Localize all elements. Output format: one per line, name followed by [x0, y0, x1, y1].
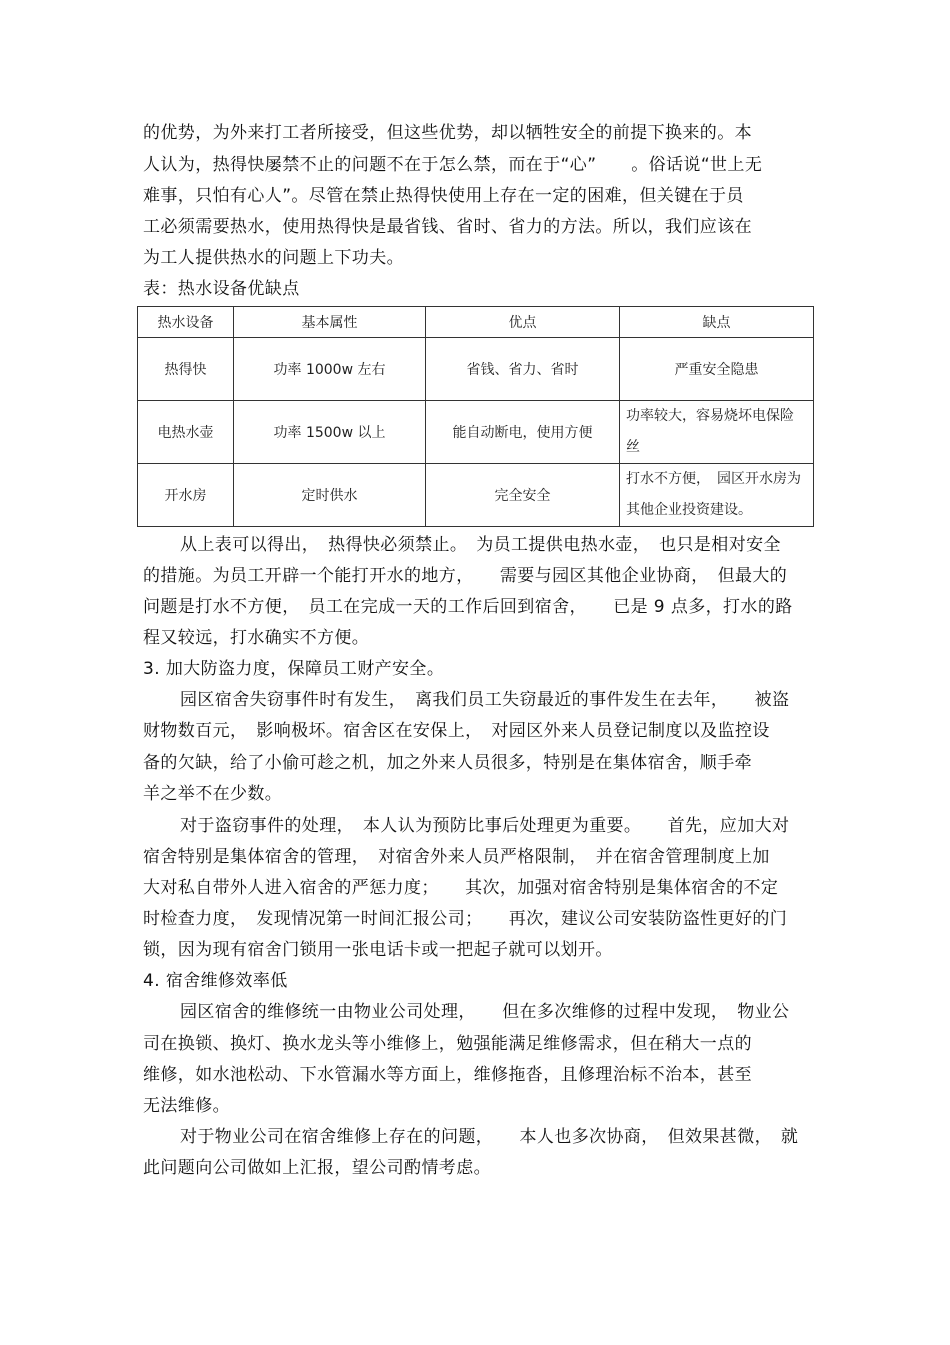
table-cell: 打水不方便， 园区开水房为其他企业投资建设。	[620, 464, 814, 527]
table-header-cell: 基本属性	[234, 307, 426, 338]
paragraph-line: 为工人提供热水的问题上下功夫。	[143, 248, 404, 268]
paragraph-line: 工必须需要热水，使用热得快是最省钱、省时、省力的方法。所以，我们应该在	[143, 217, 752, 237]
section-heading: 4. 宿舍维修效率低	[143, 971, 288, 991]
table-header-cell: 缺点	[620, 307, 814, 338]
paragraph-line: 园区宿舍的维修统一由物业公司处理， 但在多次维修的过程中发现， 物业公	[180, 1002, 790, 1022]
table-cell: 功率 1500w 以上	[234, 401, 426, 464]
paragraph-line: 园区宿舍失窃事件时有发生， 离我们员工失窃最近的事件发生在去年， 被盗	[180, 690, 790, 710]
paragraph-line: 羊之举不在少数。	[143, 784, 283, 804]
table-cell: 热得快	[138, 338, 234, 401]
paragraph-line: 无法维修。	[143, 1096, 230, 1116]
paragraph-line: 人认为，热得快屡禁不止的问题不在于怎么禁，而在于“心” 。俗话说“世上无	[143, 155, 763, 175]
table-cell: 完全安全	[426, 464, 620, 527]
table-header-cell: 优点	[426, 307, 620, 338]
paragraph-line: 大对私自带外人进入宿舍的严惩力度； 其次，加强对宿舍特别是集体宿舍的不定	[143, 878, 779, 898]
paragraph-line: 对于盗窃事件的处理， 本人认为预防比事后处理更为重要。 首先，应加大对	[180, 816, 790, 836]
paragraph-line: 此问题向公司做如上汇报，望公司酌情考虑。	[143, 1158, 491, 1178]
paragraph-line: 难事，只怕有心人”。尽管在禁止热得快使用上存在一定的困难，但关键在于员	[143, 186, 744, 206]
paragraph-line: 宿舍特别是集体宿舍的管理， 对宿舍外来人员严格限制， 并在宿舍管理制度上加	[143, 847, 770, 867]
table-cell: 严重安全隐患	[620, 338, 814, 401]
table-cell: 功率 1000w 左右	[234, 338, 426, 401]
table-cell: 功率较大，容易烧坏电保险丝	[620, 401, 814, 464]
paragraph-line: 维修，如水池松动、下水管漏水等方面上，维修拖沓，且修理治标不治本，甚至	[143, 1065, 752, 1085]
table-cell: 能自动断电，使用方便	[426, 401, 620, 464]
table-row	[138, 464, 814, 527]
table-header-cell: 热水设备	[138, 307, 234, 338]
paragraph-line: 的优势，为外来打工者所接受，但这些优势，却以牺牲安全的前提下换来的。本	[143, 123, 752, 143]
paragraph-line: 时检查力度， 发现情况第一时间汇报公司； 再次，建议公司安装防盗性更好的门	[143, 909, 788, 929]
paragraph-line: 财物数百元， 影响极坏。宿舍区在安保上， 对园区外来人员登记制度以及监控设	[143, 721, 770, 741]
paragraph-line: 程又较远，打水确实不方便。	[143, 628, 370, 648]
table-row	[138, 338, 814, 401]
section-heading: 3. 加大防盗力度，保障员工财产安全。	[143, 659, 445, 679]
table-cell: 电热水壶	[138, 401, 234, 464]
table-row	[138, 401, 814, 464]
table-cell: 定时供水	[234, 464, 426, 527]
paragraph-line: 锁，因为现有宿舍门锁用一张电话卡或一把起子就可以划开。	[143, 940, 613, 960]
table-caption: 表：热水设备优缺点	[143, 279, 300, 299]
table-cell: 开水房	[138, 464, 234, 527]
paragraph-line: 从上表可以得出， 热得快必须禁止。 为员工提供电热水壶， 也只是相对安全	[180, 535, 781, 555]
hot-water-equipment-table	[137, 306, 814, 527]
paragraph-line: 备的欠缺，给了小偷可趁之机，加之外来人员很多，特别是在集体宿舍，顺手牵	[143, 753, 752, 773]
table-cell: 省钱、省力、省时	[426, 338, 620, 401]
paragraph-line: 问题是打水不方便， 员工在完成一天的工作后回到宿舍， 已是 9 点多，打水的路	[143, 597, 793, 617]
table-header-row	[138, 307, 814, 338]
paragraph-line: 司在换锁、换灯、换水龙头等小维修上，勉强能满足维修需求，但在稍大一点的	[143, 1034, 752, 1054]
paragraph-line: 的措施。为员工开辟一个能打开水的地方， 需要与园区其他企业协商， 但最大的	[143, 566, 788, 586]
paragraph-line: 对于物业公司在宿舍维修上存在的问题， 本人也多次协商， 但效果甚微， 就	[180, 1127, 799, 1147]
